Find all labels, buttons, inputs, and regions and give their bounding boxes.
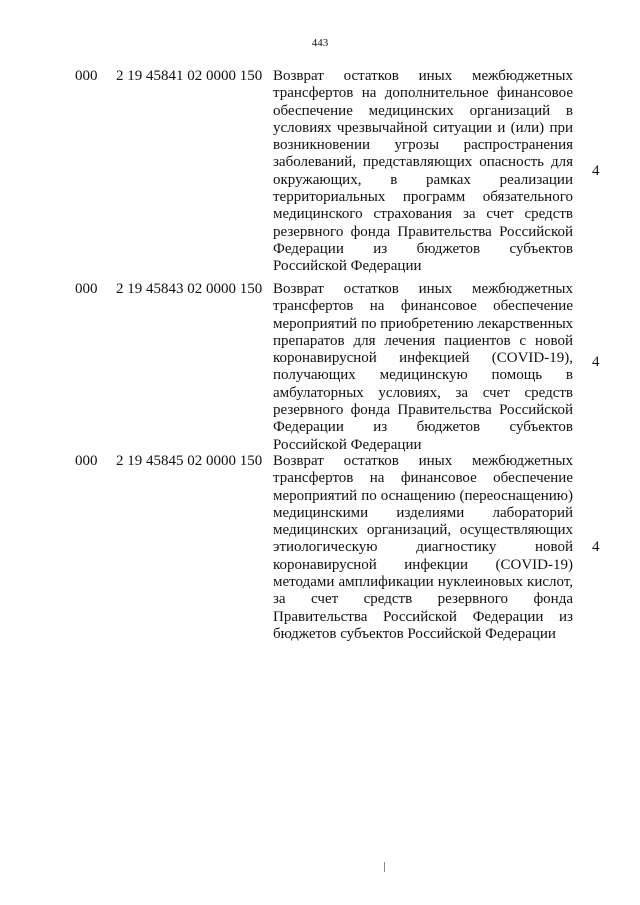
description-line: Правительства Российской Федерации из	[273, 608, 573, 625]
scan-mark	[384, 862, 385, 872]
description-line: трансфертов на финансовое обеспечение	[273, 470, 573, 487]
description-line: мероприятий по оснащению (переоснащению)	[273, 487, 573, 504]
description-line: амбулаторных условиях, за счет средств	[273, 384, 573, 401]
description-line: трансфертов на дополнительное финансовое	[273, 85, 573, 102]
description-line: бюджетов субъектов Российской Федерации	[273, 625, 556, 642]
budget-code: 2 19 45845 02 0000 150	[116, 453, 263, 469]
note-number: 4	[592, 354, 600, 370]
description	[273, 68, 573, 276]
description	[273, 281, 573, 454]
description-line: препаратов для лечения пациентов с новой	[273, 332, 573, 349]
note-number: 4	[592, 163, 600, 179]
description-line: Федерации из бюджетов субъектов	[273, 240, 573, 257]
description-line: мероприятий по приобретению лекарственных	[273, 315, 574, 332]
description-line: медицинского страхования за счет средств	[273, 206, 573, 223]
budget-code: 2 19 45841 02 0000 150	[116, 68, 263, 84]
description-line: Российской Федерации	[273, 436, 422, 453]
admin-code: 000	[75, 281, 98, 297]
description-line: Возврат остатков иных межбюджетных	[273, 68, 573, 84]
description	[273, 453, 573, 643]
description-line: трансфертов на финансовое обеспечение	[273, 298, 573, 315]
description-line: Федерации из бюджетов субъектов	[273, 419, 573, 436]
note-number: 4	[592, 539, 600, 555]
description-line: за счет средств резервного фонда	[273, 591, 573, 608]
description-line: получающих медицинскую помощь в	[273, 367, 573, 384]
description-line: обеспечение медицинских организаций в	[273, 102, 573, 119]
description-line: этиологическую диагностику новой	[273, 539, 573, 556]
description-line: коронавирусной инфекции (COVID-19)	[273, 556, 573, 573]
description-line: коронавирусной инфекцией (COVID-19),	[273, 350, 573, 367]
description-line: медицинскими изделиями лабораторий	[273, 504, 573, 521]
description-line: резервного фонда Правительства Российской	[273, 223, 573, 240]
description-line: условиях чрезвычайной ситуации и (или) при	[273, 119, 573, 136]
description-line: окружающих, в рамках реализации	[273, 171, 573, 188]
description-line: резервного фонда Правительства Российской	[273, 402, 573, 419]
page-number: 443	[311, 37, 329, 49]
admin-code: 000	[75, 453, 98, 469]
description-line: Российской Федерации	[273, 258, 422, 275]
description-line: заболеваний, представляющих опасность для	[273, 154, 573, 171]
description-line: Возврат остатков иных межбюджетных	[273, 281, 573, 297]
description-line: территориальных программ обязательного	[273, 189, 573, 206]
description-line: медицинских организаций, осуществляющих	[273, 522, 573, 539]
admin-code: 000	[75, 68, 98, 84]
budget-code: 2 19 45843 02 0000 150	[116, 281, 263, 297]
description-line: Возврат остатков иных межбюджетных	[273, 453, 573, 469]
description-line: возникновении угрозы распространения	[273, 137, 573, 154]
description-line: методами амплификации нуклеиновых кислот,	[273, 574, 573, 591]
